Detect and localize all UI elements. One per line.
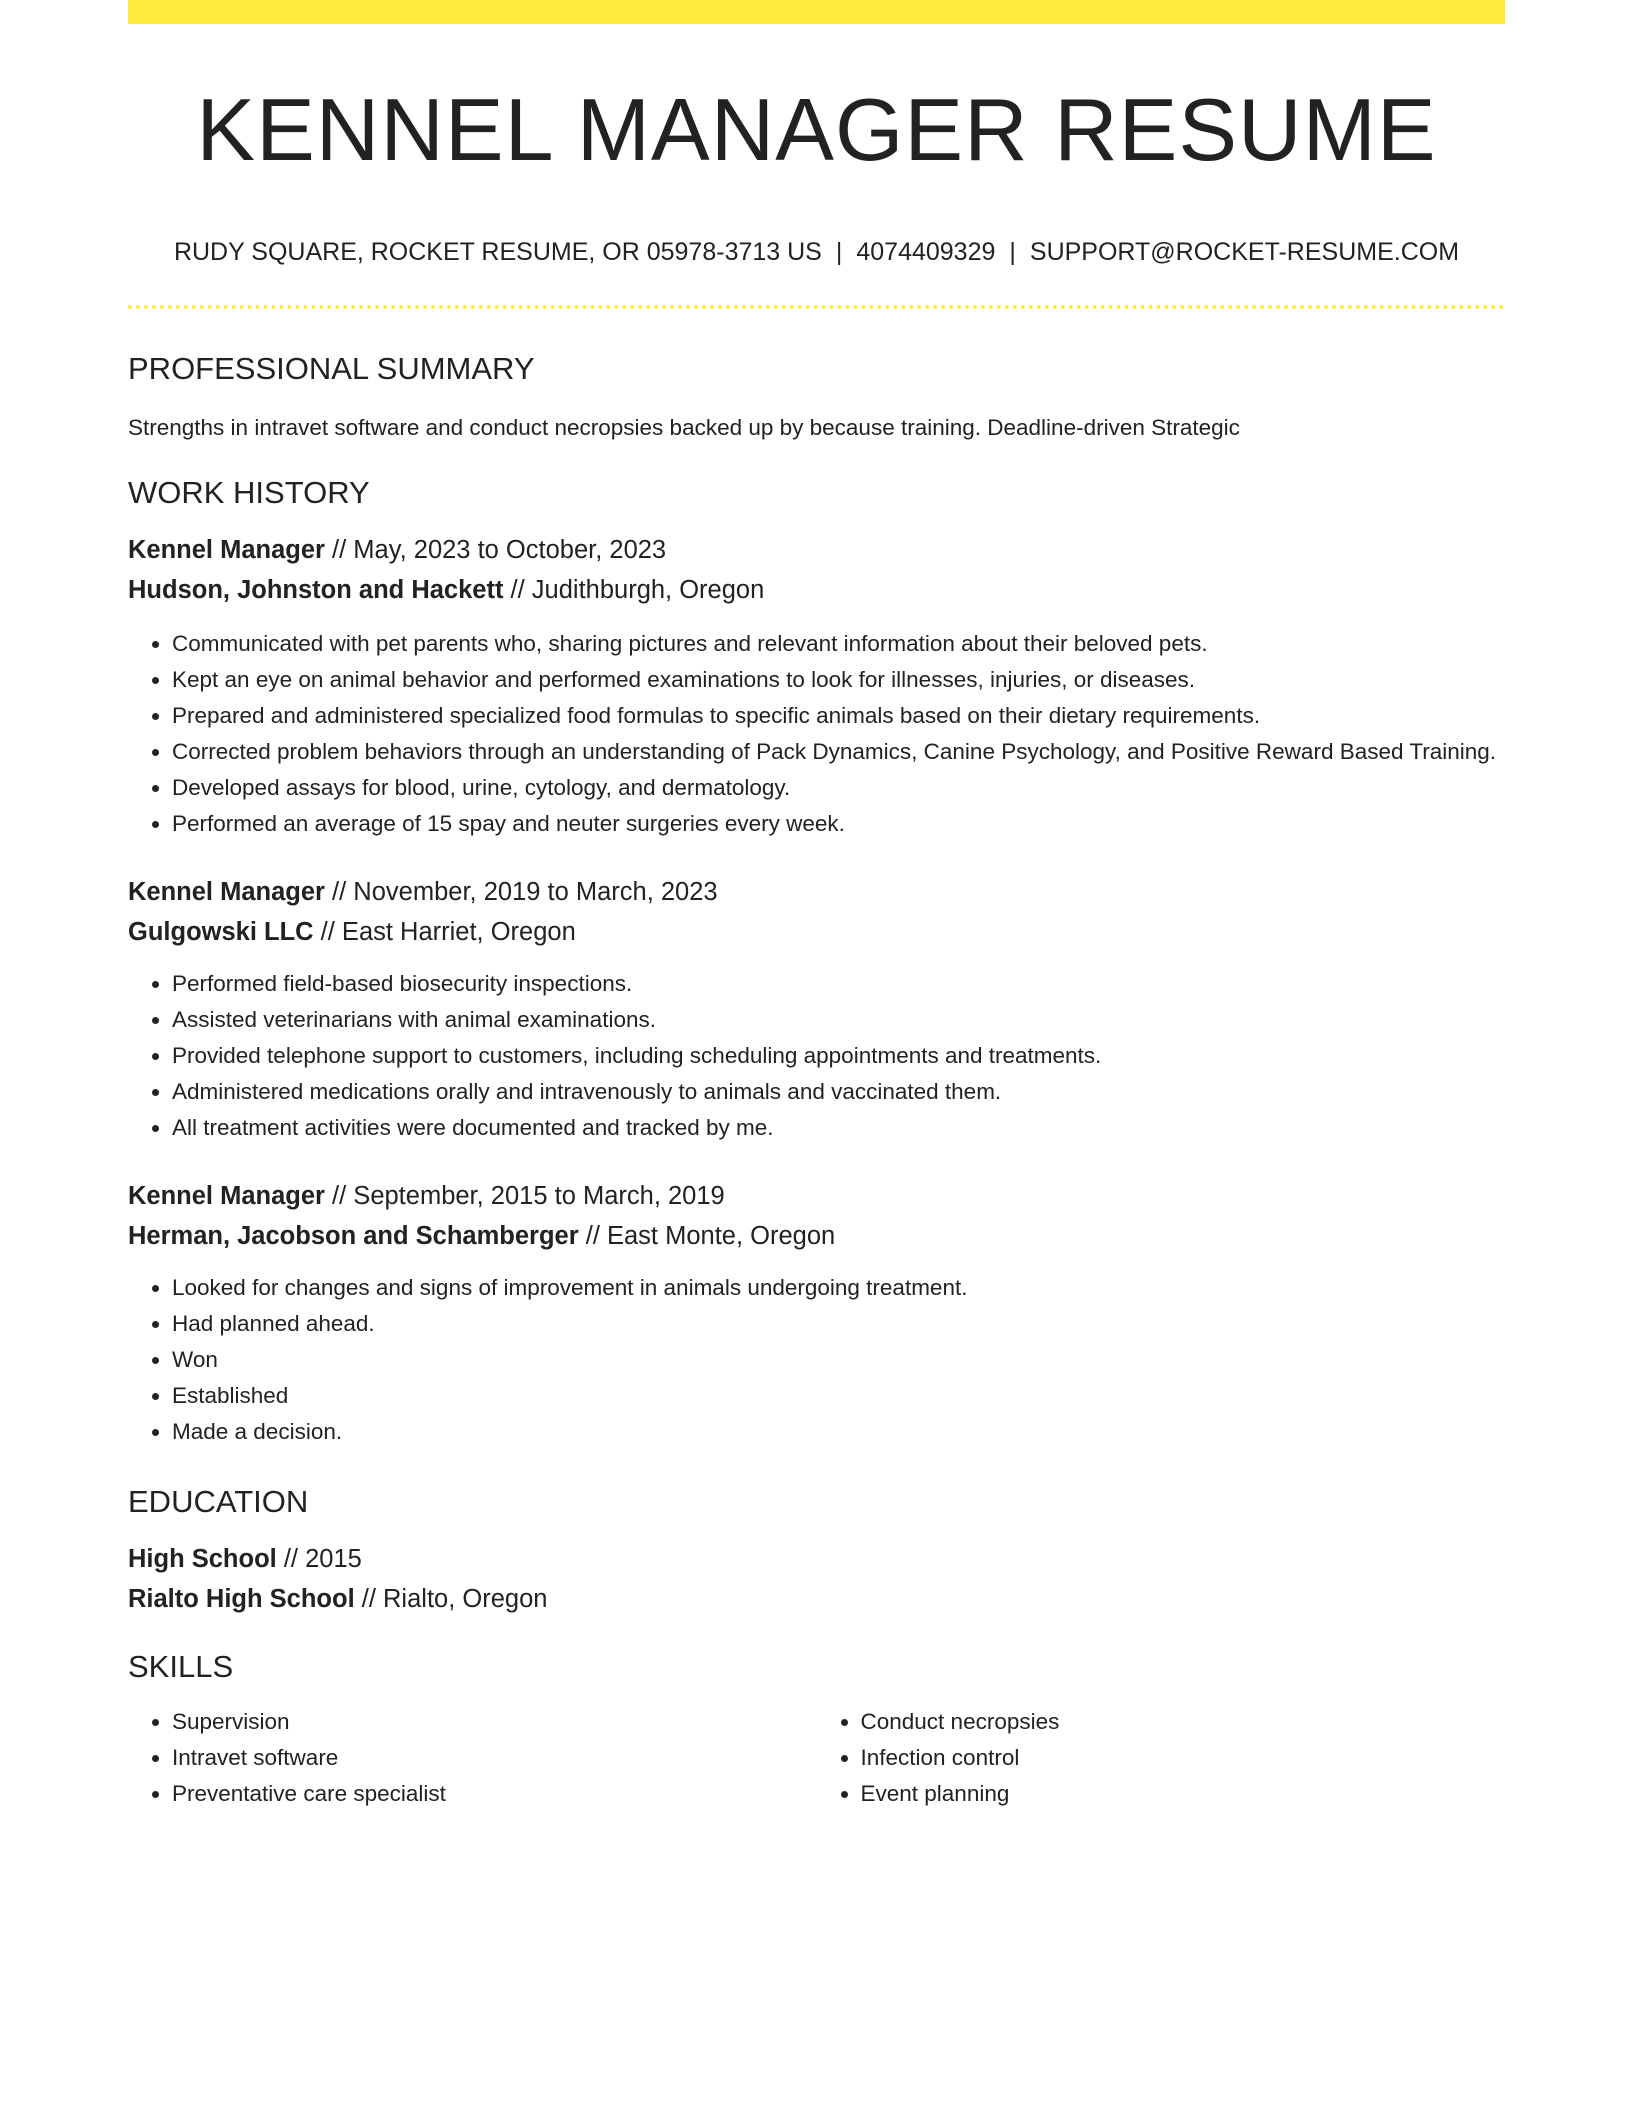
contact-address: RUDY SQUARE, ROCKET RESUME, OR 05978-3713 US — [173, 238, 822, 266]
list-item: • Won — [172, 1342, 1505, 1378]
job-dates: // September, 2015 to March, 2019 — [324, 1181, 725, 1210]
skills-list-right — [817, 1704, 1506, 1812]
degree-name: High School — [128, 1544, 277, 1573]
employer-location: // East Monte, Oregon — [578, 1221, 836, 1250]
summary-heading: PROFESSIONAL SUMMARY — [128, 351, 535, 386]
list-item: • Made a decision. — [172, 1414, 1505, 1450]
job-dates: // November, 2019 to March, 2023 — [324, 877, 718, 906]
job-title-line — [128, 1176, 1505, 1216]
list-item: • Kept an eye on animal behavior and performed examinations to look for illnesses, injuries, or diseases. — [172, 662, 1505, 698]
list-item: • All treatment activities were documented and tracked by me. — [172, 1110, 1505, 1146]
job-entry — [128, 872, 1505, 1146]
dotted-divider — [128, 305, 1505, 309]
job-duties-list — [128, 626, 1505, 842]
contact-email: SUPPORT@ROCKET-RESUME.COM — [1029, 238, 1460, 266]
list-item: • Prepared and administered specialized food formulas to specific animals based on their dietary requirements. — [172, 698, 1505, 734]
school-line — [128, 1579, 1505, 1619]
resume-title: KENNEL MANAGER RESUME — [196, 80, 1437, 179]
employer-location: // East Harriet, Oregon — [313, 917, 576, 946]
employer-line — [128, 1216, 1505, 1256]
skills-columns — [128, 1704, 1505, 1812]
skills-heading: SKILLS — [128, 1648, 234, 1684]
list-item: • Administered medications orally and intravenously to animals and vaccinated them. — [172, 1074, 1505, 1110]
contact-separator: | — [1009, 238, 1016, 266]
job-duties-list — [128, 966, 1505, 1146]
skill-item: • Infection control — [861, 1740, 1506, 1776]
graduation-year: // 2015 — [276, 1544, 362, 1573]
job-duties-list — [128, 1270, 1505, 1450]
degree-line — [128, 1539, 1505, 1579]
accent-top-bar — [128, 0, 1505, 24]
skill-item: • Conduct necropsies — [861, 1704, 1506, 1740]
resume-page — [128, 0, 1505, 1812]
list-item: • Provided telephone support to customers, including scheduling appointments and treatments. — [172, 1038, 1505, 1074]
skill-item: • Preventative care specialist — [172, 1776, 817, 1812]
work-history-heading: WORK HISTORY — [128, 474, 370, 510]
list-item: • Communicated with pet parents who, sharing pictures and relevant information about their beloved pets. — [172, 626, 1505, 662]
skill-item: • Intravet software — [172, 1740, 817, 1776]
job-entry — [128, 1176, 1505, 1450]
contact-line — [128, 240, 1505, 265]
job-title: Kennel Manager — [128, 535, 325, 564]
employer-name: Herman, Jacobson and Schamberger — [128, 1221, 579, 1250]
employer-name: Hudson, Johnston and Hackett — [128, 575, 504, 604]
employer-name: Gulgowski LLC — [128, 917, 314, 946]
job-title: Kennel Manager — [128, 1181, 325, 1210]
list-item: • Developed assays for blood, urine, cytology, and dermatology. — [172, 770, 1505, 806]
summary-text: Strengths in intravet software and conduct necropsies backed up by because training. Deadline-driven Strategic — [128, 415, 1240, 440]
list-item: • Looked for changes and signs of improvement in animals undergoing treatment. — [172, 1270, 1505, 1306]
job-dates: // May, 2023 to October, 2023 — [324, 535, 667, 564]
job-entry — [128, 530, 1505, 842]
employer-location: // Judithburgh, Oregon — [503, 575, 765, 604]
education-heading: EDUCATION — [128, 1483, 309, 1519]
skill-item: • Supervision — [172, 1704, 817, 1740]
employer-line — [128, 912, 1505, 952]
list-item: • Established — [172, 1378, 1505, 1414]
list-item: • Had planned ahead. — [172, 1306, 1505, 1342]
skill-item: • Event planning — [861, 1776, 1506, 1812]
education-entry — [128, 1539, 1505, 1619]
list-item: • Assisted veterinarians with animal examinations. — [172, 1002, 1505, 1038]
job-title: Kennel Manager — [128, 877, 325, 906]
list-item: • Performed an average of 15 spay and neuter surgeries every week. — [172, 806, 1505, 842]
list-item: • Corrected problem behaviors through an understanding of Pack Dynamics, Canine Psychology, and Positive Reward Based Training. — [172, 734, 1505, 770]
school-location: // Rialto, Oregon — [354, 1584, 548, 1613]
employer-line — [128, 570, 1505, 610]
list-item: • Performed field-based biosecurity inspections. — [172, 966, 1505, 1002]
contact-phone: 4074409329 — [856, 238, 996, 266]
job-title-line — [128, 530, 1505, 570]
skills-list-left — [128, 1704, 817, 1812]
contact-separator: | — [835, 238, 843, 266]
school-name: Rialto High School — [128, 1584, 355, 1613]
job-title-line — [128, 872, 1505, 912]
